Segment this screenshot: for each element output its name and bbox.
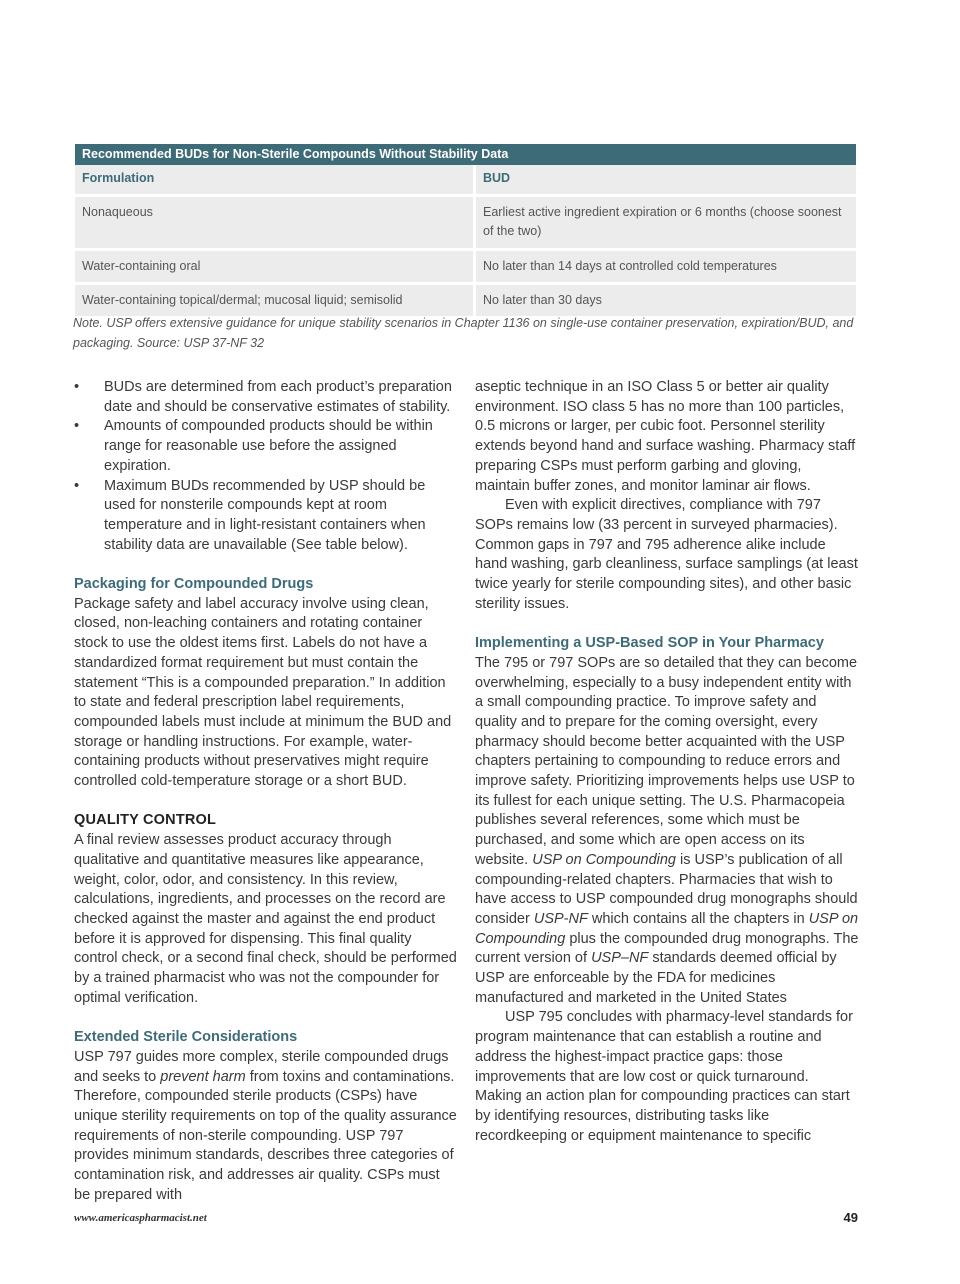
packaging-heading: Packaging for Compounded Drugs <box>74 576 314 593</box>
page-number: 49 <box>843 1210 858 1225</box>
list-item: • Maximum BUDs recommended by USP should be used for nonsterile compounds kept at room temperature and in light-resistant containers when stability data are unavailable (See table below). <box>74 477 458 556</box>
table-header-row <box>75 165 856 197</box>
table-cell-bud: No later than 30 days <box>476 285 856 316</box>
table-row <box>75 197 856 251</box>
packaging-paragraph: Package safety and label accuracy involve using clean, closed, non-leaching containers and rotating container stock to use the oldest items first. Labels do not have a standardized format requirement but must contain the statement “This is a compounded preparation.” In addition to state and federal prescription label requirements, compounded labels must include at minimum the BUD and storage or handling instructions. For example, water-containing products without preservatives might require controlled cold-temperature storage or a short BUD. <box>74 595 452 790</box>
table-cell-bud: Earliest active ingredient expiration or 6 months (choose soonest of the two) <box>476 197 856 248</box>
table-cell-formulation: Nonaqueous <box>75 197 476 248</box>
compliance-paragraph: Even with explicit directives, compliance with 797 SOPs remains low (33 percent in surveyed pharmacies). Common gaps in 797 and 795 adherence alike include hand washing, garb cleanliness, surface samplings (at least twice yearly for sterile compounding sites), and other basic sterility issues. <box>475 497 858 612</box>
quality-control-heading: QUALITY CONTROL <box>74 812 217 829</box>
header-formulation: Formulation <box>75 165 476 194</box>
table-title: Recommended BUDs for Non-Sterile Compounds Without Stability Data <box>75 144 856 165</box>
table-cell-formulation: Water-containing oral <box>75 251 476 282</box>
sterile-heading: Extended Sterile Considerations <box>74 1029 298 1046</box>
header-bud: BUD <box>476 165 856 194</box>
implementing-paragraph: The 795 or 797 SOPs are so detailed that they can become overwhelming, especially to a busy independent entity with a small compounding practice. To improve safety and quality and to prepare for the coming oversight, every pharmacy should become better acquainted with the USP chapters pertaining to compounding to reduce errors and improve safety. Prioritizing improvements helps use USP to its fullest for each unique setting. The U.S. Pharmacopeia publishes several references, some which must be purchased, and some which are open access on its website. USP on Compounding is USP’s publication of all compounding-related chapters. Pharmacies that wish to have access to USP compounded drug monographs should consider USP-NF which contains all the chapters in USP on Compounding plus the compounded drug monographs. The current version of USP–NF standards deemed official by USP are enforceable by the FDA for medicines manufactured and marketed in the United States <box>475 654 859 1006</box>
table-cell-bud: No later than 14 days at controlled cold temperatures <box>476 251 856 282</box>
left-column <box>74 378 458 1205</box>
table-row <box>75 251 856 285</box>
sterile-paragraph: USP 797 guides more complex, sterile compounded drugs and seeks to prevent harm from toxins and contaminations. Therefore, compounded sterile products (CSPs) have unique sterility requirements on top of the quality assurance requirements of non-sterile compounding. USP 797 provides minimum standards, describes three categories of contamination risk, and addresses air quality. CSPs must be prepared with <box>74 1048 457 1203</box>
table-cell-formulation: Water-containing topical/dermal; mucosal liquid; semisolid <box>75 285 476 316</box>
bud-table <box>75 144 856 319</box>
implementing-heading: Implementing a USP-Based SOP in Your Pharmacy <box>475 635 824 652</box>
right-column <box>475 378 859 1146</box>
list-item: • Amounts of compounded products should be within range for reasonable use before the assigned expiration. <box>74 417 458 476</box>
footer-url[interactable]: www.americaspharmacist.net <box>74 1212 207 1224</box>
maintenance-paragraph: USP 795 concludes with pharmacy-level standards for program maintenance that can establish a routine and address the highest-impact practice gaps: those improvements that are low cost or quick turnaround. Making an action plan for compounding practices can start by identifying resources, distributing tasks like recordkeeping or equipment maintenance to specific <box>475 1009 853 1144</box>
table-note: Note. USP offers extensive guidance for unique stability scenarios in Chapter 1136 on single-use container preservation, expiration/BUD, and packaging. Source: USP 37-NF 32 <box>73 316 854 350</box>
quality-control-paragraph: A final review assesses product accuracy through qualitative and quantitative measures like appearance, weight, color, odor, and consistency. In this review, calculations, ingredients, and processes on the record are checked against the master and against the end product before it is approved for dispensing. This final quality control check, or a second final check, should be performed by a trained pharmacist who was not the compounder for optimal verification. <box>74 832 457 1006</box>
aseptic-paragraph: aseptic technique in an ISO Class 5 or better air quality environment. ISO class 5 has no more than 100 particles, 0.5 microns or larger, per cubic foot. Personnel sterility extends beyond hand and surface washing. Pharmacy staff preparing CSPs must perform garbing and gloving, maintain buffer zones, and monitor laminar air flows. <box>475 379 856 494</box>
list-item: • BUDs are determined from each product’s preparation date and should be conservative estimates of stability. <box>74 378 458 417</box>
bullet-list <box>74 378 458 555</box>
